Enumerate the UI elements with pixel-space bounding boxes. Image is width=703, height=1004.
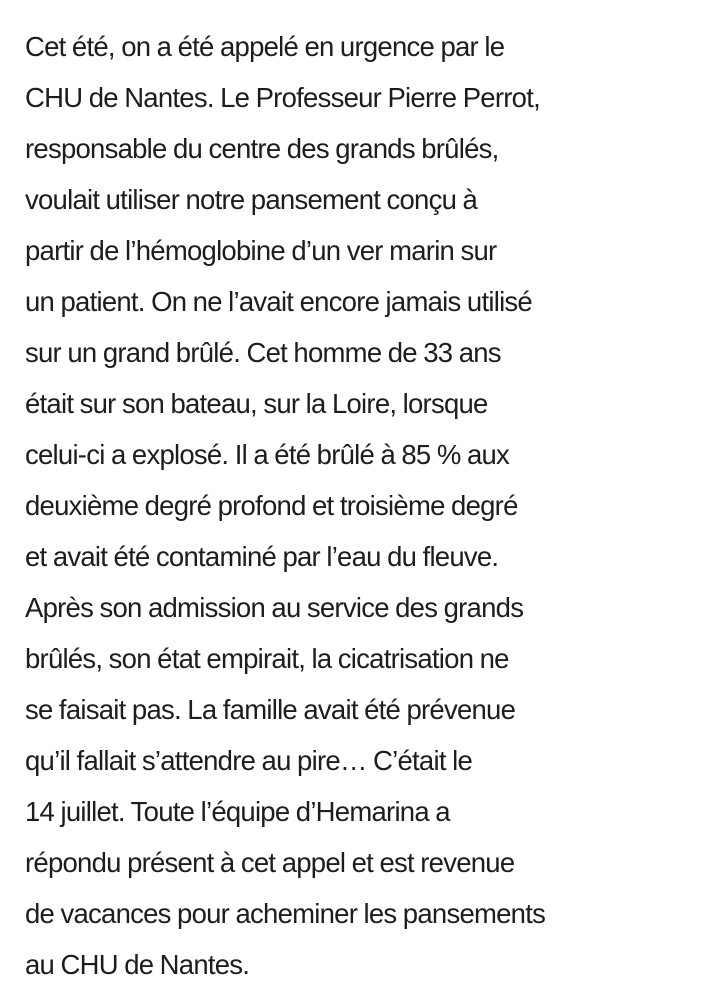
paragraph-line: deuxième degré profond et troisième degré [25, 490, 518, 521]
paragraph-line: était sur son bateau, sur la Loire, lorsque [25, 388, 488, 419]
paragraph-line: et avait été contaminé par l’eau du fleuve. [25, 541, 499, 572]
article-paragraph [25, 21, 695, 990]
paragraph-line: répondu présent à cet appel et est revenue [25, 847, 515, 878]
paragraph-line: Cet été, on a été appelé en urgence par le [25, 31, 505, 62]
paragraph-line: partir de l’hémoglobine d’un ver marin sur [25, 235, 497, 266]
paragraph-line: responsable du centre des grands brûlés, [25, 133, 499, 164]
paragraph-line: se faisait pas. La famille avait été prévenue [25, 694, 516, 725]
paragraph-line: de vacances pour acheminer les pansements [25, 898, 546, 929]
paragraph-line: Après son admission au service des grands [25, 592, 524, 623]
paragraph-line: qu’il fallait s’attendre au pire… C’était le [25, 745, 473, 776]
paragraph-line: au CHU de Nantes. [25, 949, 250, 980]
paragraph-line: un patient. On ne l’avait encore jamais utilisé [25, 286, 532, 317]
paragraph-line: 14 juillet. Toute l’équipe d’Hemarina a [25, 796, 450, 827]
paragraph-line: voulait utiliser notre pansement conçu à [25, 184, 478, 215]
paragraph-line: celui-ci a explosé. Il a été brûlé à 85 % aux [25, 439, 510, 470]
paragraph-line: brûlés, son état empirait, la cicatrisation ne [25, 643, 509, 674]
paragraph-line: sur un grand brûlé. Cet homme de 33 ans [25, 337, 501, 368]
paragraph-line: CHU de Nantes. Le Professeur Pierre Perrot, [25, 82, 540, 113]
